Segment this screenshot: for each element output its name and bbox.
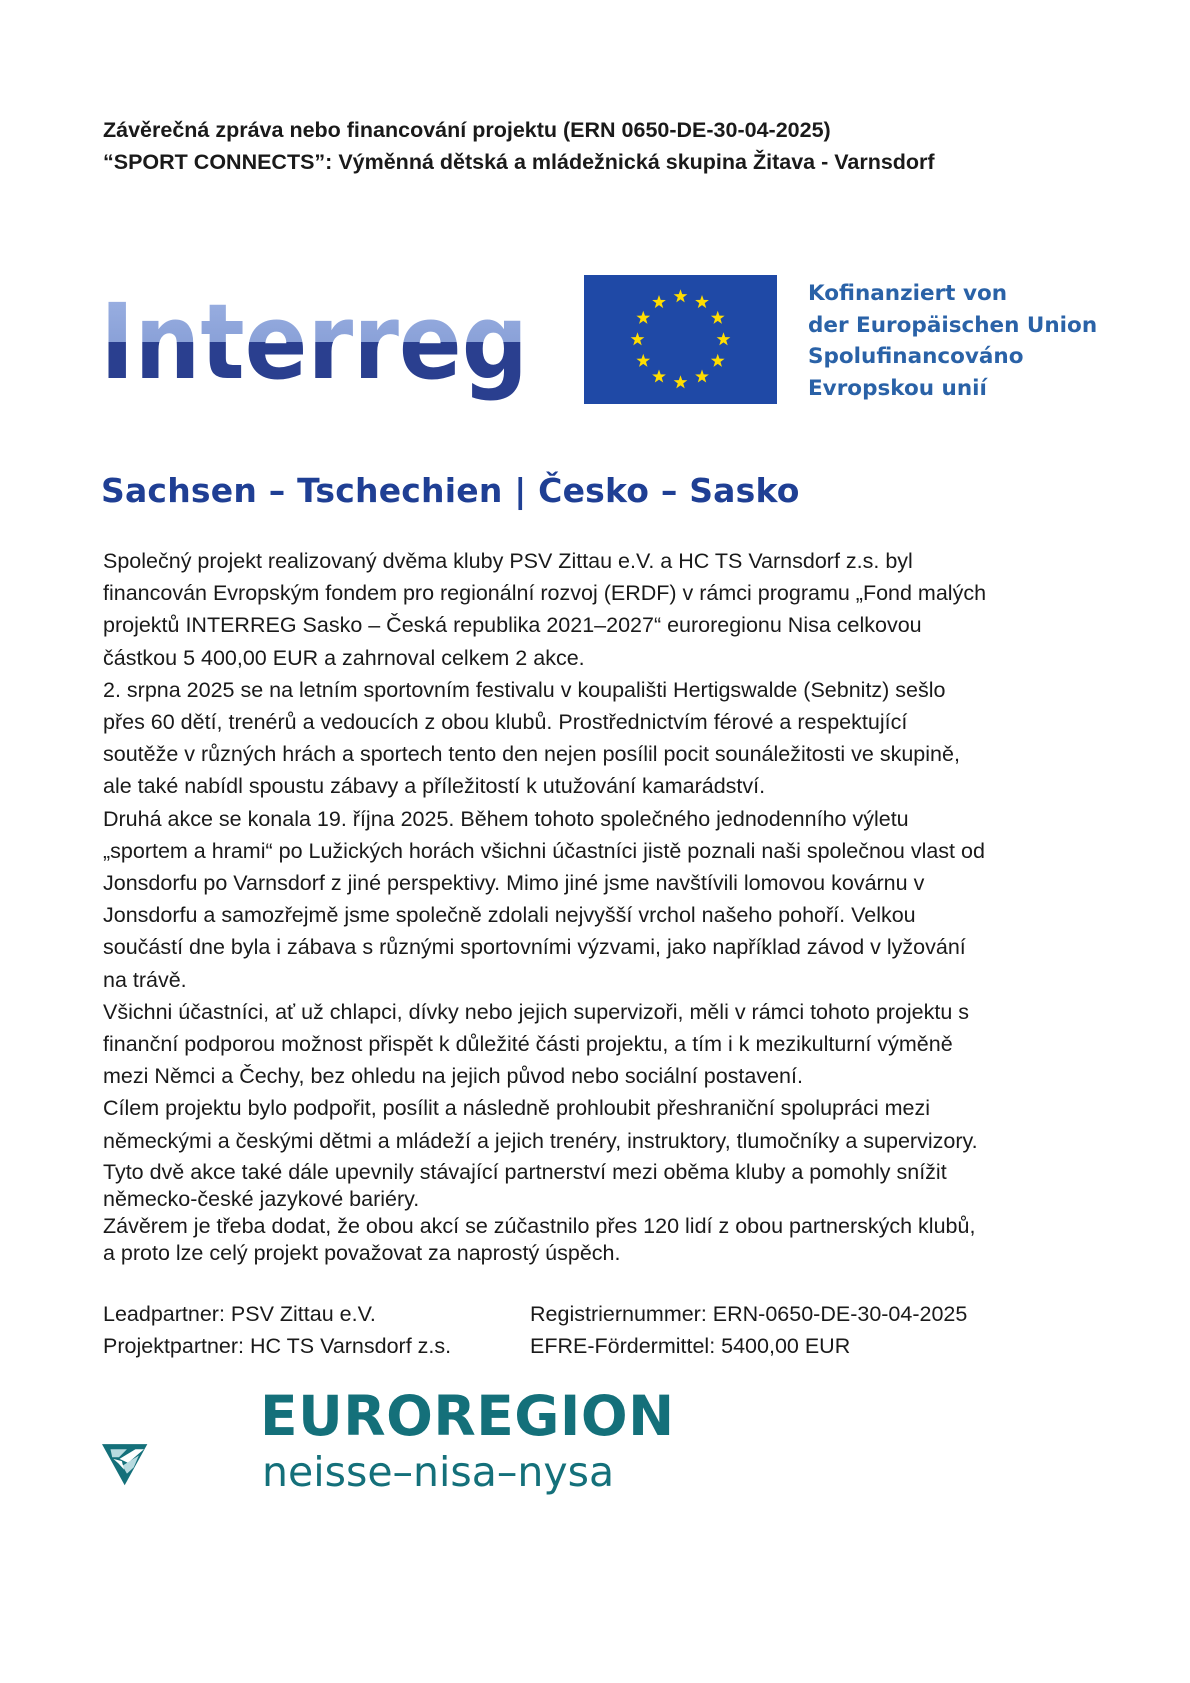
text-line: projektů INTERREG Sasko – Česká republika 2021–2027“ euroregionu Nisa celkovou: [103, 613, 922, 638]
text-line: Všichni účastníci, ať už chlapci, dívky nebo jejich supervizoři, měli v rámci tohoto projektu s: [103, 999, 970, 1024]
text-line: financován Evropským fondem pro regionální rozvoj (ERDF) v rámci programu „Fond malých: [103, 581, 987, 606]
text-line: mezi Němci a Čechy, bez ohledu na jejich původ nebo sociální postavení.: [103, 1064, 803, 1089]
partner-row: [103, 1330, 1083, 1362]
eu-text-line-1: Kofinanziert von: [808, 281, 1008, 306]
heading-line-1: Závěrečná zpráva nebo financování projektu (ERN 0650-DE-30-04-2025): [103, 118, 831, 142]
paragraph-partnership: [103, 1159, 1103, 1213]
euroregion-emblem: [102, 1388, 272, 1540]
text-line: částkou 5 400,00 EUR a zahrnoval celkem 2 akce.: [103, 645, 585, 670]
text-line: německo-české jazykové bariéry.: [103, 1186, 420, 1211]
text-line: na trávě.: [103, 967, 187, 992]
eu-flag-logo: [584, 275, 777, 404]
region-title: Sachsen – Tschechien | Česko – Sasko: [101, 471, 800, 510]
text-line: Jonsdorfu a samozřejmě jsme společně zdolali nejvyšší vrchol našeho pohoří. Velkou: [103, 903, 916, 928]
text-line: Závěrem je třeba dodat, že obou akcí se zúčastnilo přes 120 lidí z obou partnerských klubů,: [103, 1213, 976, 1238]
paragraph-conclusion: [103, 1213, 1103, 1267]
paragraph-project-intro: [103, 545, 1103, 674]
text-line: Cílem projektu bylo podpořit, posílit a následně prohloubit přeshraniční spolupráci mezi: [103, 1096, 931, 1121]
eu-text-line-3: Spolufinancováno: [808, 344, 1024, 369]
lead-partner: Leadpartner: PSV Zittau e.V.: [103, 1302, 376, 1326]
text-line: a proto lze celý projekt považovat za naprostý úspěch.: [103, 1240, 621, 1265]
project-partner: Projektpartner: HC TS Varnsdorf z.s.: [103, 1334, 452, 1358]
partner-info: [103, 1298, 1083, 1362]
text-line: Druhá akce se konala 19. října 2025. Během tohoto společného jednodenního výletu: [103, 806, 909, 831]
text-line: 2. srpna 2025 se na letním sportovním festivalu v koupališti Hertigswalde (Sebnitz) sešlo: [103, 677, 946, 702]
text-line: soutěže v různých hrách a sportech tento den nejen posílil pocit sounáležitosti ve skupině,: [103, 742, 960, 767]
euroregion-subtitle: neisse–nisa–nysa: [262, 1448, 615, 1496]
text-line: německými a českými dětmi a mládeží a jejich trenéry, instruktory, tlumočníky a supervizory.: [103, 1128, 978, 1153]
text-line: Tyto dvě akce také dále upevnily stávající partnerství mezi oběma kluby a pomohly snížit: [103, 1159, 947, 1184]
paragraph-goal: [103, 1092, 1103, 1156]
text-line: Společný projekt realizovaný dvěma kluby PSV Zittau e.V. a HC TS Varnsdorf z.s. byl: [103, 549, 913, 573]
text-line: ale také nabídl spoustu zábavy a příležitostí k utužování kamarádství.: [103, 774, 766, 799]
document-heading: [103, 114, 1093, 178]
paragraph-second-event: [103, 803, 1103, 996]
text-line: finanční podporou možnost přispět k důležité části projektu, a tím i k mezikulturní výměně: [103, 1032, 953, 1057]
registration-number: Registriernummer: ERN-0650-DE-30-04-2025: [530, 1302, 968, 1326]
text-line: „sportem a hrami“ po Lužických horách všichni účastníci jistě poznali naši společnou vlast od: [103, 838, 985, 863]
efre-funding: EFRE-Fördermittel: 5400,00 EUR: [530, 1334, 851, 1358]
paragraph-first-event: [103, 674, 1103, 803]
interreg-wordmark: Interreg: [100, 281, 528, 403]
eu-text-line-2: der Europäischen Union: [808, 312, 1098, 338]
paragraph-participants: [103, 996, 1103, 1093]
euroregion-name: EUROREGION: [260, 1384, 675, 1448]
text-line: součástí dne byla i zábava s různými sportovními výzvami, jako například závod v lyžování: [103, 935, 966, 960]
eu-cofinance-text: [808, 278, 1097, 404]
interreg-logo: [100, 281, 530, 403]
eu-text-line-4: Evropskou unií: [808, 375, 987, 401]
text-line: přes 60 dětí, trenérů a vedoucích z obou klubů. Prostřednictvím férové a respektující: [103, 710, 908, 735]
partner-row: [103, 1298, 1083, 1330]
report-body: [103, 545, 1103, 1267]
heading-line-2: “SPORT CONNECTS”: Výměnná dětská a mládežnická skupina Žitava - Varnsdorf: [103, 150, 935, 174]
text-line: Jonsdorfu po Varnsdorf z jiné perspektivy. Mimo jiné jsme navštívili lomovou kovárnu v: [103, 871, 925, 896]
